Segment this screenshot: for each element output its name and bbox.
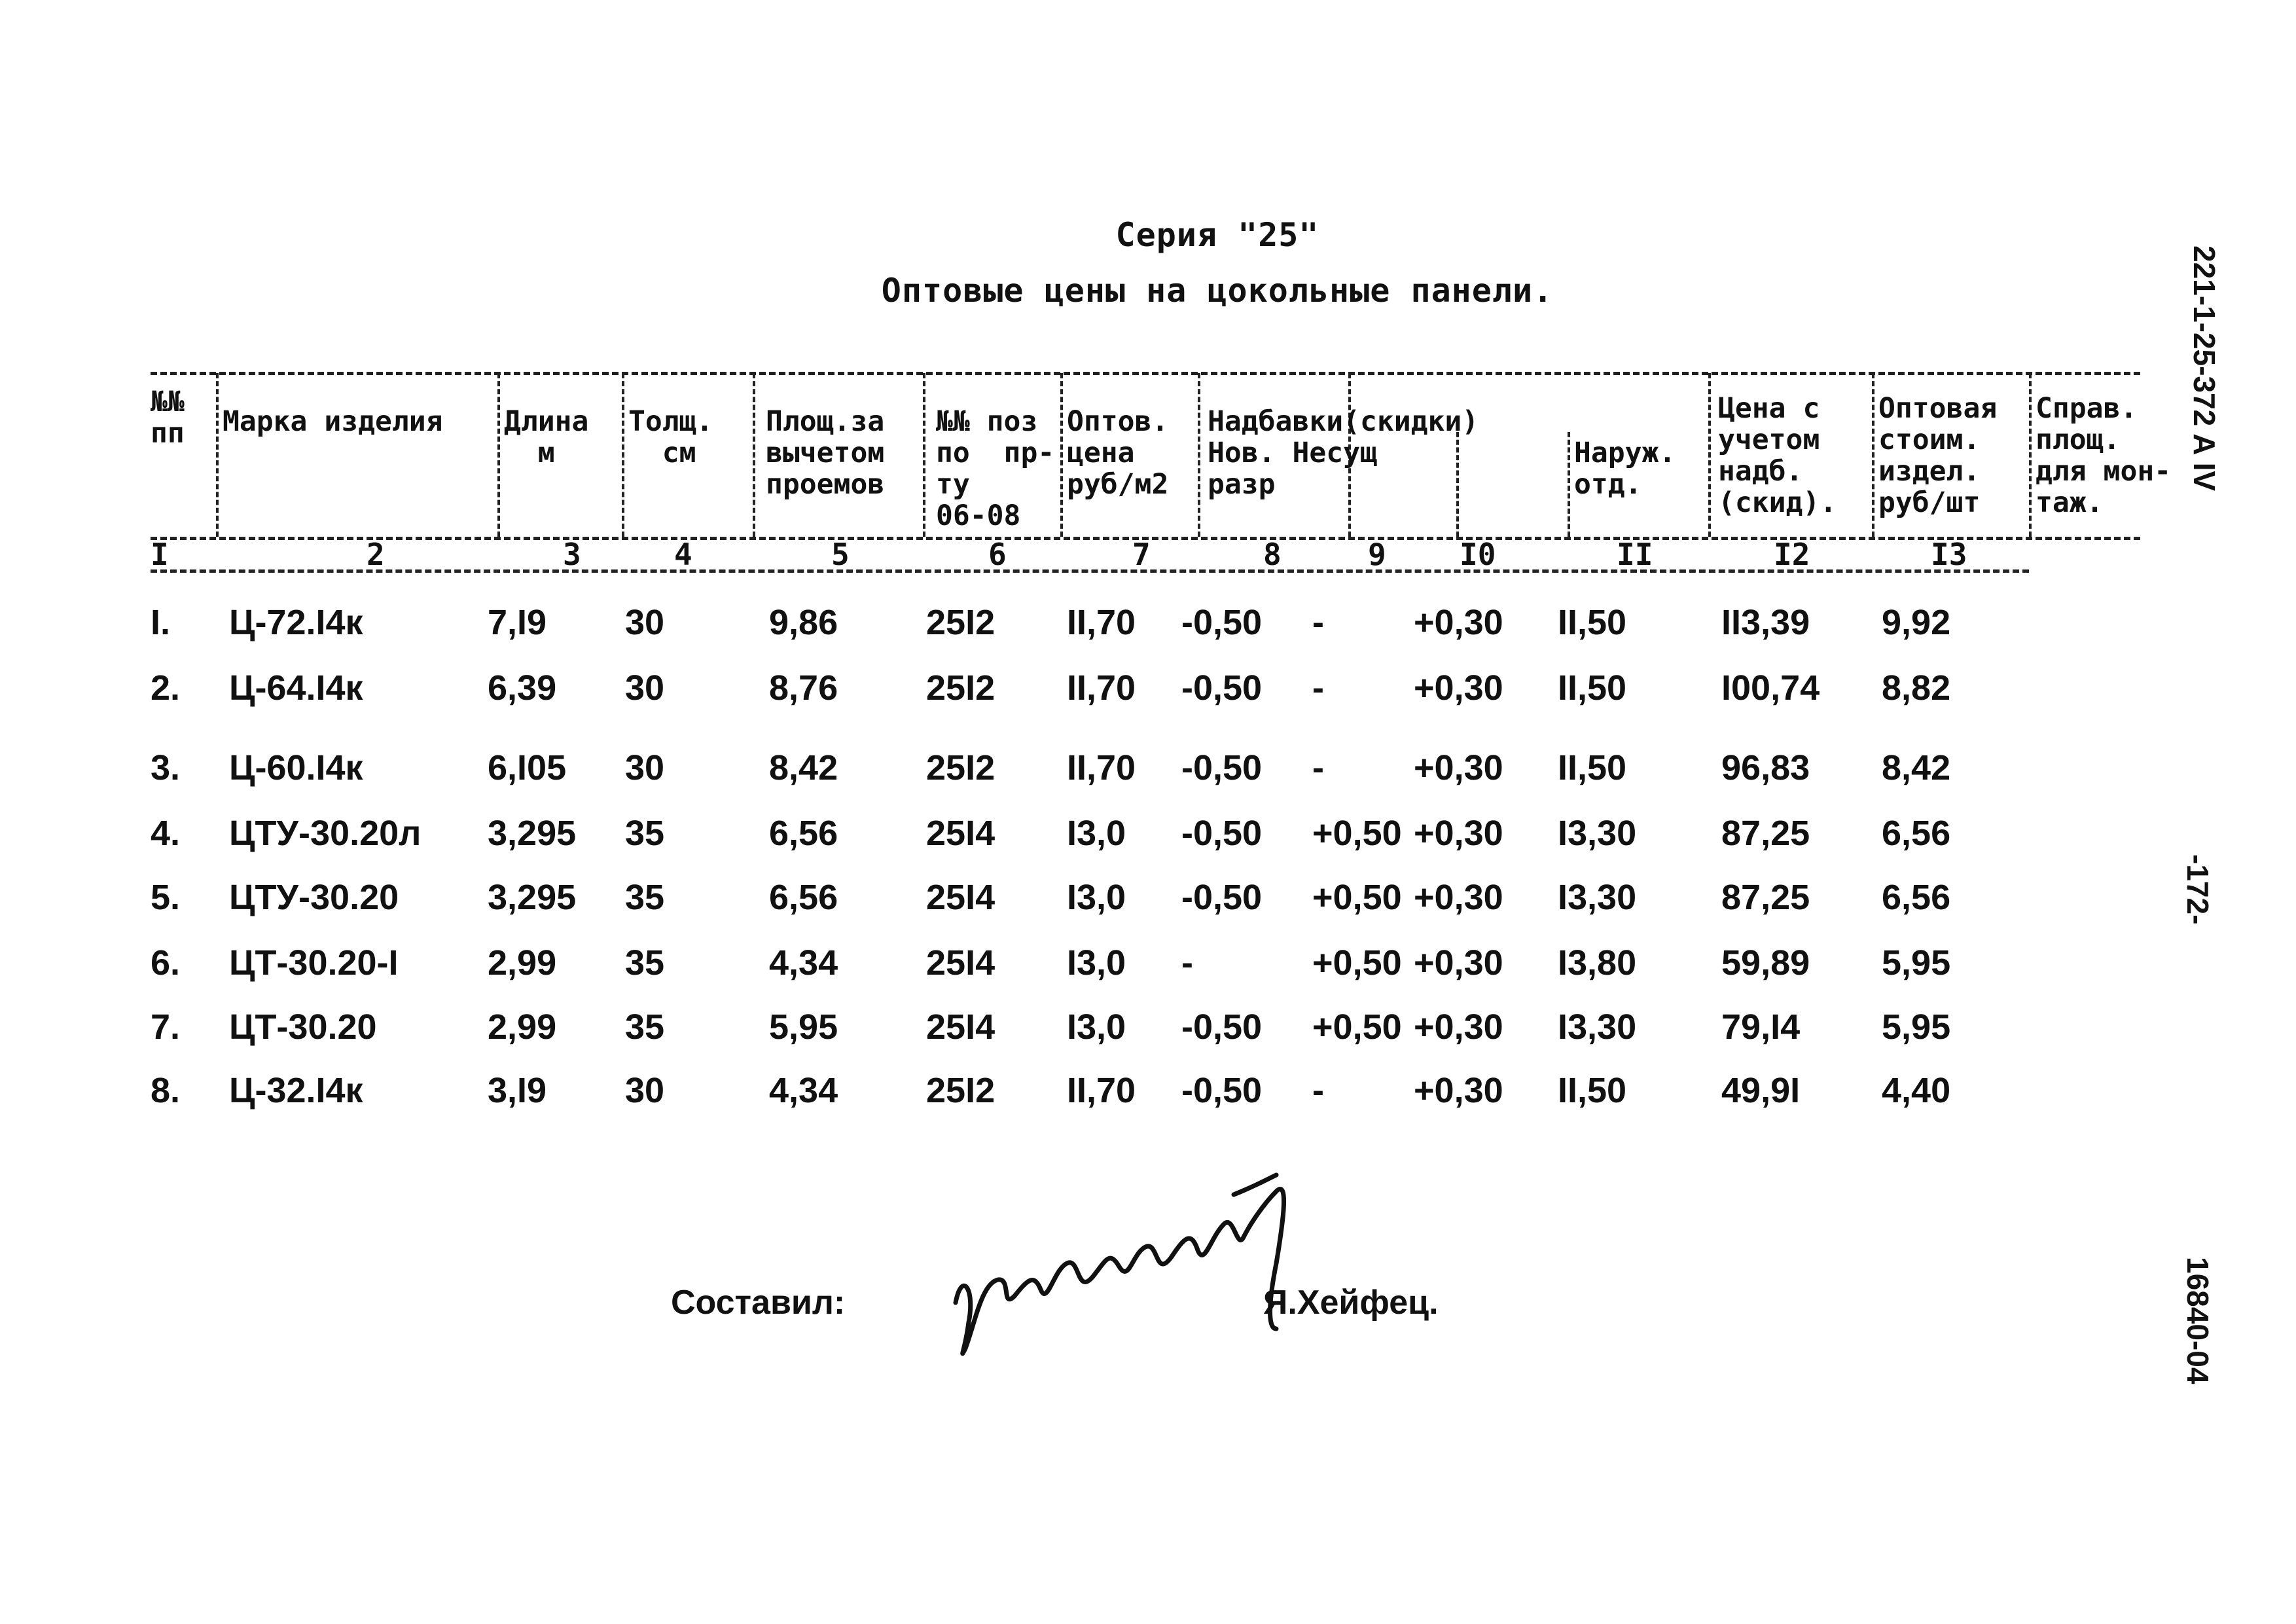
colnum-2: 2 — [367, 537, 385, 572]
table-cell: ЦТУ-30.20л — [229, 814, 422, 853]
table-cell: ЦТ-30.20 — [229, 1007, 377, 1047]
table-cell: 59,89 — [1721, 943, 1810, 983]
author-name: Я.Хейфец. — [1263, 1284, 1439, 1322]
table-cell: 4,34 — [769, 1071, 838, 1110]
table-cell: I3,30 — [1558, 1007, 1637, 1047]
colnum-13: I3 — [1931, 537, 1967, 572]
table-cell: 25I2 — [926, 1071, 996, 1110]
table-cell: 6,I05 — [488, 748, 567, 787]
table-cell: 4,34 — [769, 943, 838, 983]
table-cell: II,50 — [1558, 668, 1627, 708]
table-cell: I00,74 — [1721, 668, 1820, 708]
header-position: №№ поз по пр- ту 06-08 — [936, 405, 1055, 532]
table-cell: 25I4 — [926, 878, 996, 917]
compiled-by-label: Составил: — [671, 1284, 846, 1322]
table-cell: +0,30 — [1414, 603, 1503, 642]
table-cell: - — [1312, 748, 1324, 787]
table-cell: 7,I9 — [488, 603, 547, 642]
header-price-adjusted: Цена с учетом надб. (скид). — [1718, 392, 1837, 519]
table-cell: +0,30 — [1414, 748, 1503, 787]
col-divider — [497, 373, 500, 537]
table-cell: 25I4 — [926, 1007, 996, 1047]
header-thickness: Толщ. см — [628, 405, 713, 469]
document-title: Серия "25" — [1115, 216, 1319, 254]
table-cell: -0,50 — [1181, 668, 1263, 708]
colnum-4: 4 — [674, 537, 692, 572]
colnum-5: 5 — [831, 537, 850, 572]
col-divider — [1568, 432, 1570, 537]
header-surcharges: Надбавки(скидки) Нов. Несущ — [1208, 405, 1479, 469]
header-length: Длина м — [504, 405, 589, 469]
table-cell: II,70 — [1067, 668, 1136, 708]
price-table — [151, 367, 2172, 1152]
handwritten-signature — [936, 1139, 1361, 1388]
table-cell: 25I4 — [926, 943, 996, 983]
table-cell: 5. — [151, 878, 181, 917]
colnum-1: I — [151, 537, 169, 572]
table-cell: +0,50 — [1312, 943, 1402, 983]
table-cell: 35 — [625, 1007, 665, 1047]
colnum-10: I0 — [1460, 537, 1496, 572]
table-cell: II,70 — [1067, 1071, 1136, 1110]
table-cell: 25I4 — [926, 814, 996, 853]
table-cell: 2. — [151, 668, 181, 708]
header-mount-area: Справ. площ. для мон- таж. — [2036, 392, 2172, 519]
header-wholesale-price: Оптов. цена руб/м2 — [1067, 405, 1169, 501]
table-cell: 4. — [151, 814, 181, 853]
colnum-6: 6 — [988, 537, 1007, 572]
table-cell: +0,30 — [1414, 1007, 1503, 1047]
table-cell: - — [1181, 943, 1193, 983]
table-cell: - — [1312, 603, 1324, 642]
table-cell: Ц-60.I4к — [229, 748, 363, 787]
table-cell: 6,56 — [1882, 814, 1951, 853]
table-cell: 30 — [625, 603, 665, 642]
table-cell: 7. — [151, 1007, 181, 1047]
table-cell: ЦТУ-30.20 — [229, 878, 399, 917]
table-cell: 8,42 — [1882, 748, 1951, 787]
table-cell: - — [1312, 668, 1324, 708]
table-cell: 49,9I — [1721, 1071, 1801, 1110]
table-cell: - — [1312, 1071, 1324, 1110]
table-cell: 3,295 — [488, 814, 577, 853]
header-area: Площ.за вычетом проемов — [766, 405, 885, 501]
colnum-11: II — [1617, 537, 1653, 572]
header-total-cost: Оптовая стоим. издел. руб/шт — [1878, 392, 1998, 519]
table-cell: 8. — [151, 1071, 181, 1110]
table-cell: 4,40 — [1882, 1071, 1951, 1110]
table-cell: 8,76 — [769, 668, 838, 708]
table-cell: 30 — [625, 668, 665, 708]
table-cell: 6,56 — [1882, 878, 1951, 917]
side-code-bottom: 16840-04 — [2181, 1257, 2215, 1384]
table-cell: II,70 — [1067, 603, 1136, 642]
side-page-number: -172- — [2181, 854, 2215, 925]
table-cell: -0,50 — [1181, 1007, 1263, 1047]
table-cell: Ц-72.I4к — [229, 603, 363, 642]
table-cell: I3,30 — [1558, 814, 1637, 853]
table-cell: I3,0 — [1067, 943, 1126, 983]
table-cell: 96,83 — [1721, 748, 1810, 787]
table-cell: 3,I9 — [488, 1071, 547, 1110]
table-cell: 35 — [625, 943, 665, 983]
col-divider — [753, 373, 755, 537]
colnum-9: 9 — [1368, 537, 1386, 572]
table-cell: 6,56 — [769, 814, 838, 853]
table-cell: II,50 — [1558, 748, 1627, 787]
table-cell: 25I2 — [926, 668, 996, 708]
table-cell: 6. — [151, 943, 181, 983]
table-cell: +0,50 — [1312, 878, 1402, 917]
table-cell: 9,86 — [769, 603, 838, 642]
table-cell: +0,30 — [1414, 668, 1503, 708]
table-cell: 5,95 — [1882, 1007, 1951, 1047]
table-cell: -0,50 — [1181, 603, 1263, 642]
header-mark: Марка изделия — [223, 405, 443, 438]
table-cell: 25I2 — [926, 748, 996, 787]
table-cell: 3,295 — [488, 878, 577, 917]
table-cell: I. — [151, 603, 171, 642]
table-cell: -0,50 — [1181, 814, 1263, 853]
table-cell: 2,99 — [488, 943, 557, 983]
table-cell: 5,95 — [769, 1007, 838, 1047]
colnum-7: 7 — [1132, 537, 1151, 572]
header-surcharge-new-cat: разр — [1208, 468, 1276, 501]
table-cell: 79,I4 — [1721, 1007, 1801, 1047]
table-top-rule — [151, 372, 2140, 375]
col-divider — [1198, 373, 1200, 537]
col-divider — [1060, 373, 1063, 537]
table-cell: 8,82 — [1882, 668, 1951, 708]
col-divider — [1708, 373, 1711, 537]
table-cell: 3. — [151, 748, 181, 787]
header-no: №№ пп — [151, 386, 185, 450]
table-cell: 87,25 — [1721, 878, 1810, 917]
table-cell: 87,25 — [1721, 814, 1810, 853]
table-cell: 6,56 — [769, 878, 838, 917]
table-cell: Ц-64.I4к — [229, 668, 363, 708]
col-divider — [622, 373, 624, 537]
table-cell: 6,39 — [488, 668, 557, 708]
col-divider — [923, 373, 925, 537]
table-cell: 5,95 — [1882, 943, 1951, 983]
table-cell: I3,0 — [1067, 878, 1126, 917]
colnum-12: I2 — [1774, 537, 1810, 572]
table-cell: II,70 — [1067, 748, 1136, 787]
table-cell: 9,92 — [1882, 603, 1951, 642]
table-cell: +0,50 — [1312, 814, 1402, 853]
table-cell: +0,30 — [1414, 814, 1503, 853]
table-cell: 8,42 — [769, 748, 838, 787]
table-cell: II,50 — [1558, 603, 1627, 642]
table-cell: I3,0 — [1067, 814, 1126, 853]
table-cell: I3,80 — [1558, 943, 1637, 983]
table-cell: Ц-32.I4к — [229, 1071, 363, 1110]
table-cell: I3,0 — [1067, 1007, 1126, 1047]
table-cell: 2,99 — [488, 1007, 557, 1047]
table-cell: 30 — [625, 1071, 665, 1110]
colnum-8: 8 — [1263, 537, 1282, 572]
numbers-bottom-rule — [151, 569, 2029, 573]
table-cell: +0,30 — [1414, 943, 1503, 983]
header-exterior-finish: Наруж. отд. — [1574, 437, 1676, 501]
table-cell: 25I2 — [926, 603, 996, 642]
table-cell: ЦТ-30.20-I — [229, 943, 399, 983]
colnum-3: 3 — [563, 537, 581, 572]
table-cell: II3,39 — [1721, 603, 1810, 642]
table-cell: -0,50 — [1181, 1071, 1263, 1110]
table-cell: 30 — [625, 748, 665, 787]
table-cell: +0,30 — [1414, 878, 1503, 917]
table-cell: -0,50 — [1181, 878, 1263, 917]
table-cell: +0,30 — [1414, 1071, 1503, 1110]
col-divider — [2029, 373, 2032, 537]
table-cell: +0,50 — [1312, 1007, 1402, 1047]
table-cell: 35 — [625, 814, 665, 853]
table-cell: II,50 — [1558, 1071, 1627, 1110]
side-code-top: 221-1-25-372 A IV — [2187, 245, 2221, 492]
table-cell: -0,50 — [1181, 748, 1263, 787]
table-cell: 35 — [625, 878, 665, 917]
document-subtitle: Оптовые цены на цокольные панели. — [881, 272, 1554, 310]
col-divider — [216, 373, 219, 537]
col-divider — [1872, 373, 1874, 537]
table-cell: I3,30 — [1558, 878, 1637, 917]
